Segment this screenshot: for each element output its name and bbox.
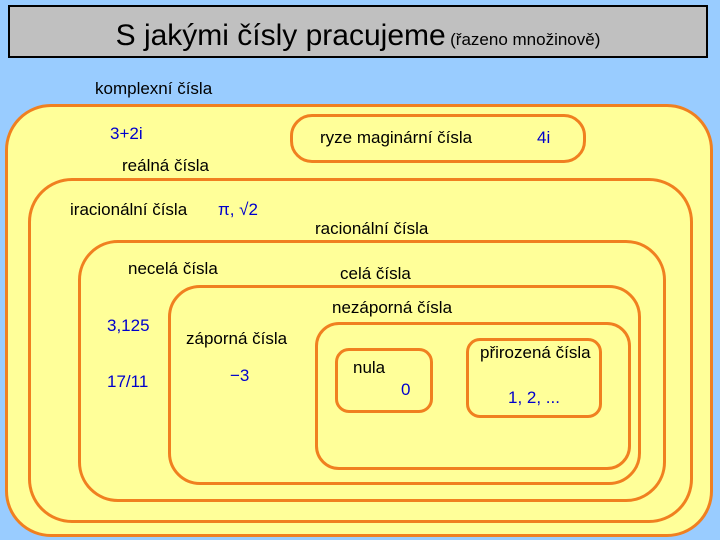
label-imaginary: ryze maginární čísla bbox=[320, 128, 473, 147]
page-subtitle: (řazeno množinově) bbox=[450, 30, 601, 49]
example-natural: 1, 2, ... bbox=[508, 388, 560, 407]
label-integer: celá čísla bbox=[340, 264, 411, 283]
title-banner bbox=[8, 5, 708, 58]
label-complex: komplexní čísla bbox=[95, 79, 213, 98]
label-real: reálná čísla bbox=[122, 156, 209, 175]
label-natural: přirozená čísla bbox=[480, 343, 591, 362]
label-nonnegative: nezáporná čísla bbox=[332, 298, 453, 317]
label-irrational: iracionální čísla bbox=[70, 200, 188, 219]
label-zero: nula bbox=[353, 358, 386, 377]
example-complex: 3+2i bbox=[110, 124, 143, 143]
example-negative: −3 bbox=[230, 366, 250, 385]
label-noninteger: necelá čísla bbox=[128, 259, 218, 278]
example-noninteger-1: 3,125 bbox=[107, 316, 150, 335]
label-negative: záporná čísla bbox=[186, 329, 288, 348]
example-imaginary: 4i bbox=[537, 128, 551, 147]
label-rational: racionální čísla bbox=[315, 219, 429, 238]
page-title: S jakými čísly pracujeme bbox=[115, 19, 446, 52]
example-irrational: π, √2 bbox=[218, 200, 258, 219]
example-noninteger-2: 17/11 bbox=[107, 372, 149, 391]
example-zero: 0 bbox=[401, 380, 411, 399]
